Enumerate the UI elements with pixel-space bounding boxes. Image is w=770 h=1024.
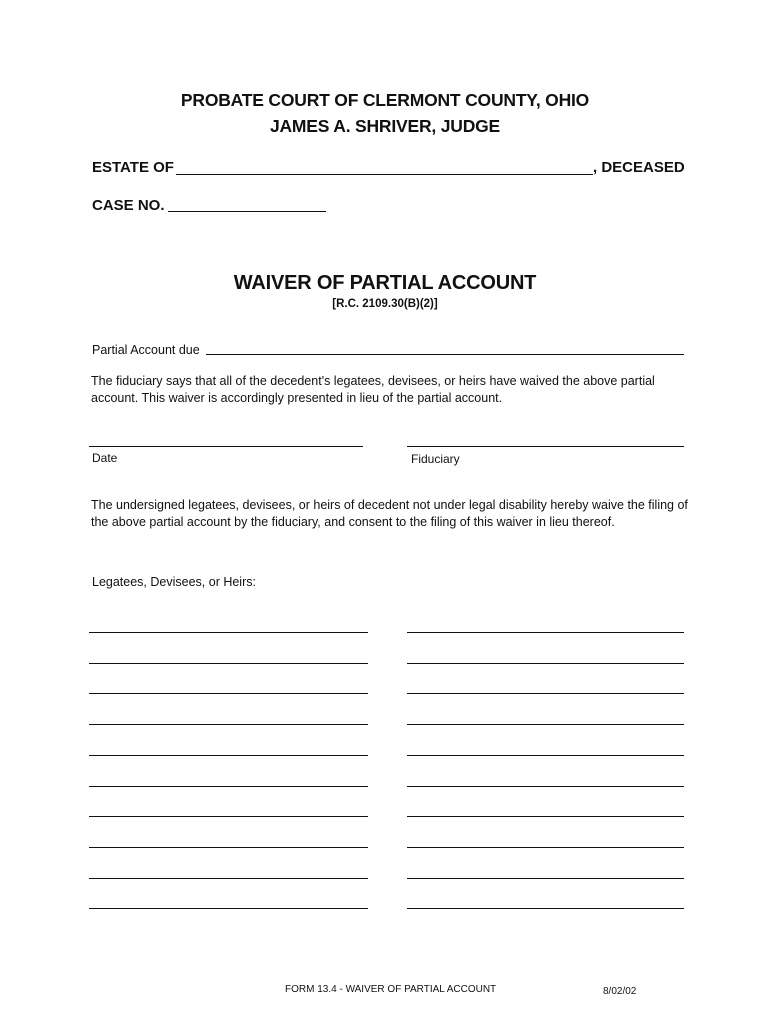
heir-signature-field-left[interactable] (89, 663, 368, 664)
heir-signature-field-right[interactable] (407, 755, 684, 756)
fiduciary-signature-field[interactable] (407, 446, 684, 447)
heir-signature-field-right[interactable] (407, 908, 684, 909)
heir-signature-field-left[interactable] (89, 786, 368, 787)
estate-name-field[interactable] (176, 174, 593, 175)
estate-label: ESTATE OF (92, 159, 174, 176)
heir-signature-field-left[interactable] (89, 878, 368, 879)
case-number-field[interactable] (168, 211, 326, 212)
heir-signature-field-left[interactable] (89, 847, 368, 848)
heir-signature-field-right[interactable] (407, 816, 684, 817)
statute-citation: [R.C. 2109.30(B)(2)] (332, 298, 438, 310)
partial-account-field[interactable] (206, 354, 684, 355)
judge-name: JAMES A. SHRIVER, JUDGE (269, 116, 501, 136)
partial-account-label: Partial Account due (92, 343, 200, 357)
heir-signature-field-right[interactable] (407, 847, 684, 848)
heir-signature-field-left[interactable] (89, 724, 368, 725)
fiduciary-label: Fiduciary (411, 452, 460, 466)
heir-signature-field-left[interactable] (89, 908, 368, 909)
heir-signature-field-left[interactable] (89, 693, 368, 694)
heir-signature-field-left[interactable] (89, 632, 368, 633)
case-number-label: CASE NO. (92, 197, 165, 214)
date-field[interactable] (89, 446, 363, 447)
heir-signature-field-right[interactable] (407, 724, 684, 725)
heir-signature-field-right[interactable] (407, 693, 684, 694)
fiduciary-statement: The fiduciary says that all of the decedent's legatees, devisees, or heirs have waived the above partial account. This waiver is accordingly presented in lieu of the partial account. (91, 374, 655, 405)
heir-signature-field-right[interactable] (407, 786, 684, 787)
deceased-label: , DECEASED (593, 159, 685, 176)
date-label: Date (92, 451, 118, 465)
heir-signature-field-right[interactable] (407, 632, 684, 633)
heir-signature-field-right[interactable] (407, 878, 684, 879)
form-revision-date: 8/02/02 (603, 986, 637, 997)
waiver-statement: The undersigned legatees, devisees, or heirs of decedent not under legal disability hereby waive the filing of the above partial account by the fiduciary, and consent to the filing of this waiver in lieu thereof. (91, 498, 688, 529)
heirs-label: Legatees, Devisees, or Heirs: (92, 575, 256, 589)
heir-signature-field-right[interactable] (407, 663, 684, 664)
heir-signature-field-left[interactable] (89, 755, 368, 756)
heir-signature-field-left[interactable] (89, 816, 368, 817)
form-title: WAIVER OF PARTIAL ACCOUNT (233, 272, 537, 294)
court-name: PROBATE COURT OF CLERMONT COUNTY, OHIO (180, 90, 590, 110)
form-identifier: FORM 13.4 - WAIVER OF PARTIAL ACCOUNT (285, 984, 497, 995)
